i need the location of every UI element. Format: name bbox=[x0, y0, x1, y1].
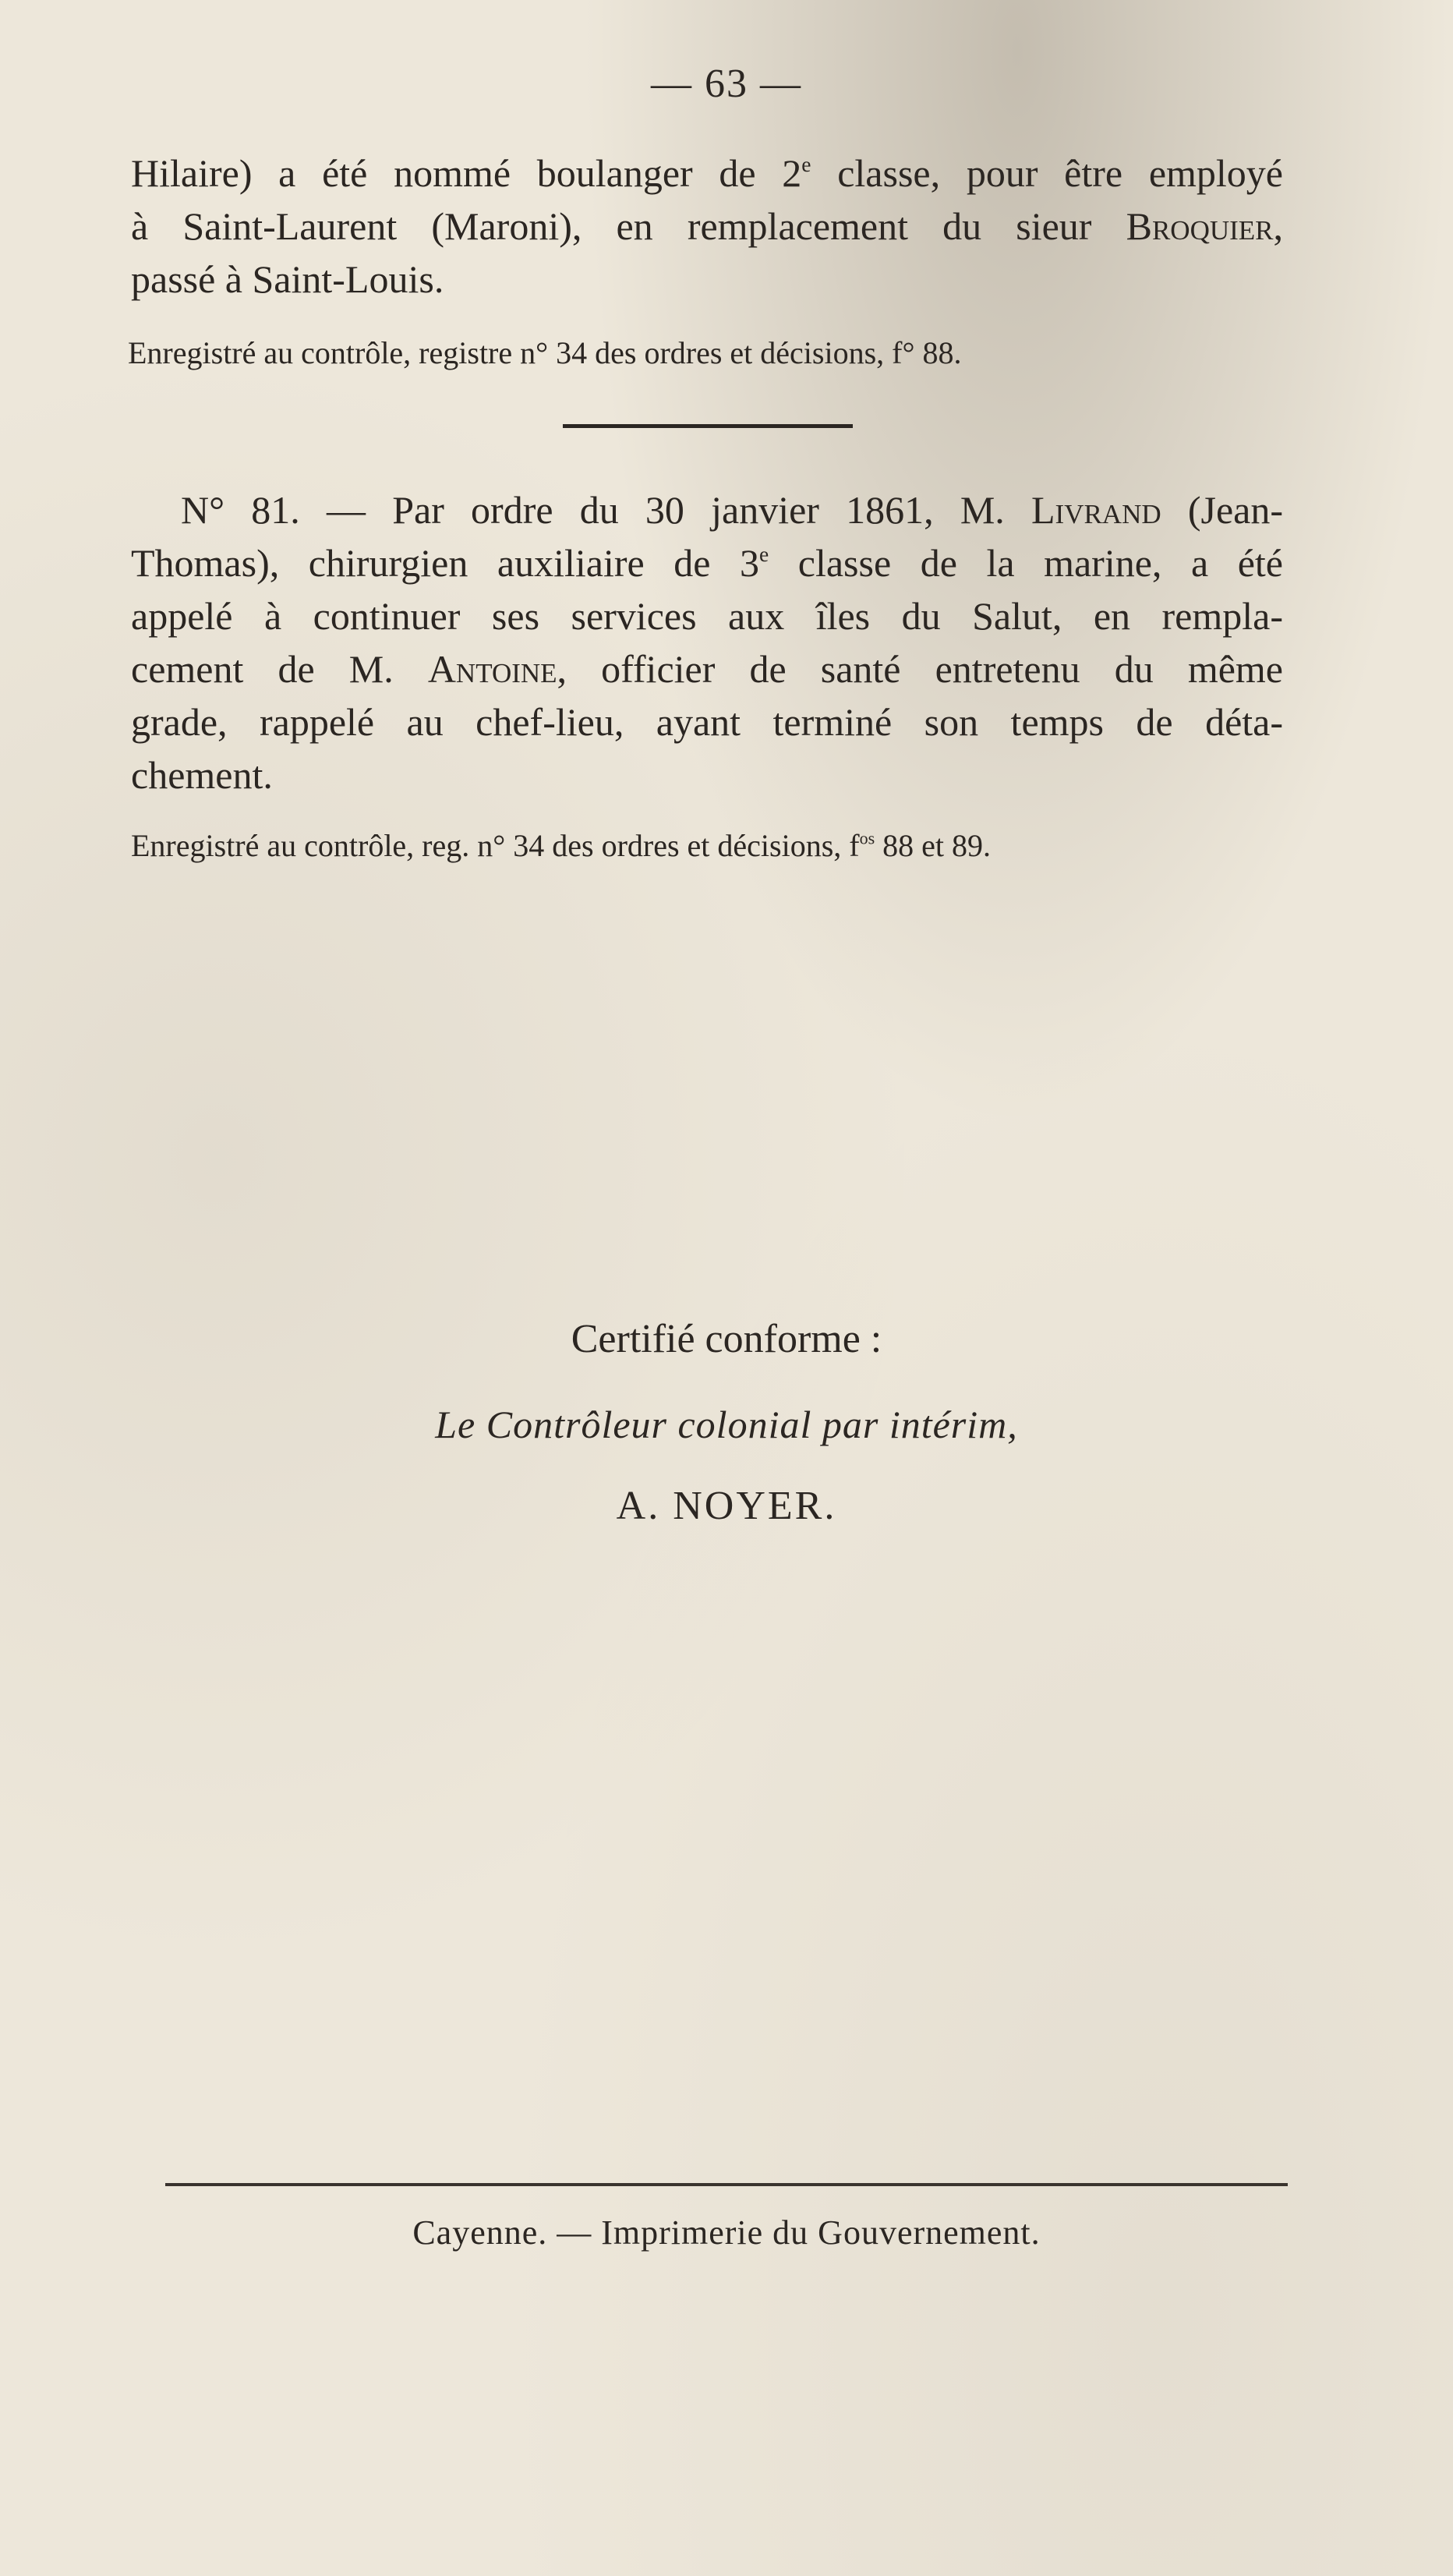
section-divider bbox=[563, 424, 853, 428]
printer-imprint: Cayenne. — Imprimerie du Gouvernement. bbox=[412, 2213, 1041, 2252]
certified-conforme: Certifié conforme : bbox=[571, 1317, 882, 1361]
paragraph-line: Hilaire) a été nommé boulanger de 2e classe, pour être employé bbox=[131, 151, 1283, 195]
paragraph-line: Thomas), chirurgien auxiliaire de 3e classe de la marine, a été bbox=[131, 541, 1283, 585]
order-81 bbox=[131, 483, 1283, 801]
paragraph-line: appelé à continuer ses services aux îles du Salut, en rempla- bbox=[131, 594, 1283, 638]
paragraph-line: N° 81. — Par ordre du 30 janvier 1861, M. Livrand (Jean- bbox=[181, 488, 1283, 532]
name-antoine: Antoine bbox=[427, 647, 557, 691]
footer-rule bbox=[165, 2183, 1288, 2186]
paragraph-line: à Saint-Laurent (Maroni), en remplacement du sieur Broquier, bbox=[131, 204, 1284, 248]
order-80-continuation bbox=[131, 147, 1283, 306]
page-number: — 63 — bbox=[651, 62, 802, 106]
register-note-2: Enregistré au contrôle, reg. n° 34 des ordres et décisions, $f^{os}$ 88 et 89. bbox=[131, 828, 992, 863]
paragraph-line: cement de M. Antoine, officier de santé entretenu du même bbox=[131, 647, 1283, 691]
paragraph-line: grade, rappelé au chef-lieu, ayant terminé son temps de déta- bbox=[131, 700, 1283, 744]
paragraph-line: passé à Saint-Louis. bbox=[131, 257, 444, 301]
signature-name: A. NOYER. bbox=[616, 1484, 837, 1528]
controller-title: Le Contrôleur colonial par intérim, bbox=[435, 1403, 1018, 1446]
register-note-1: Enregistré au contrôle, registre n° 34 des ordres et décisions, f° 88. bbox=[128, 335, 962, 370]
name-broquier: Broquier bbox=[1126, 204, 1274, 248]
name-livrand: Livrand bbox=[1031, 488, 1161, 532]
paragraph-line: chement. bbox=[131, 753, 273, 797]
